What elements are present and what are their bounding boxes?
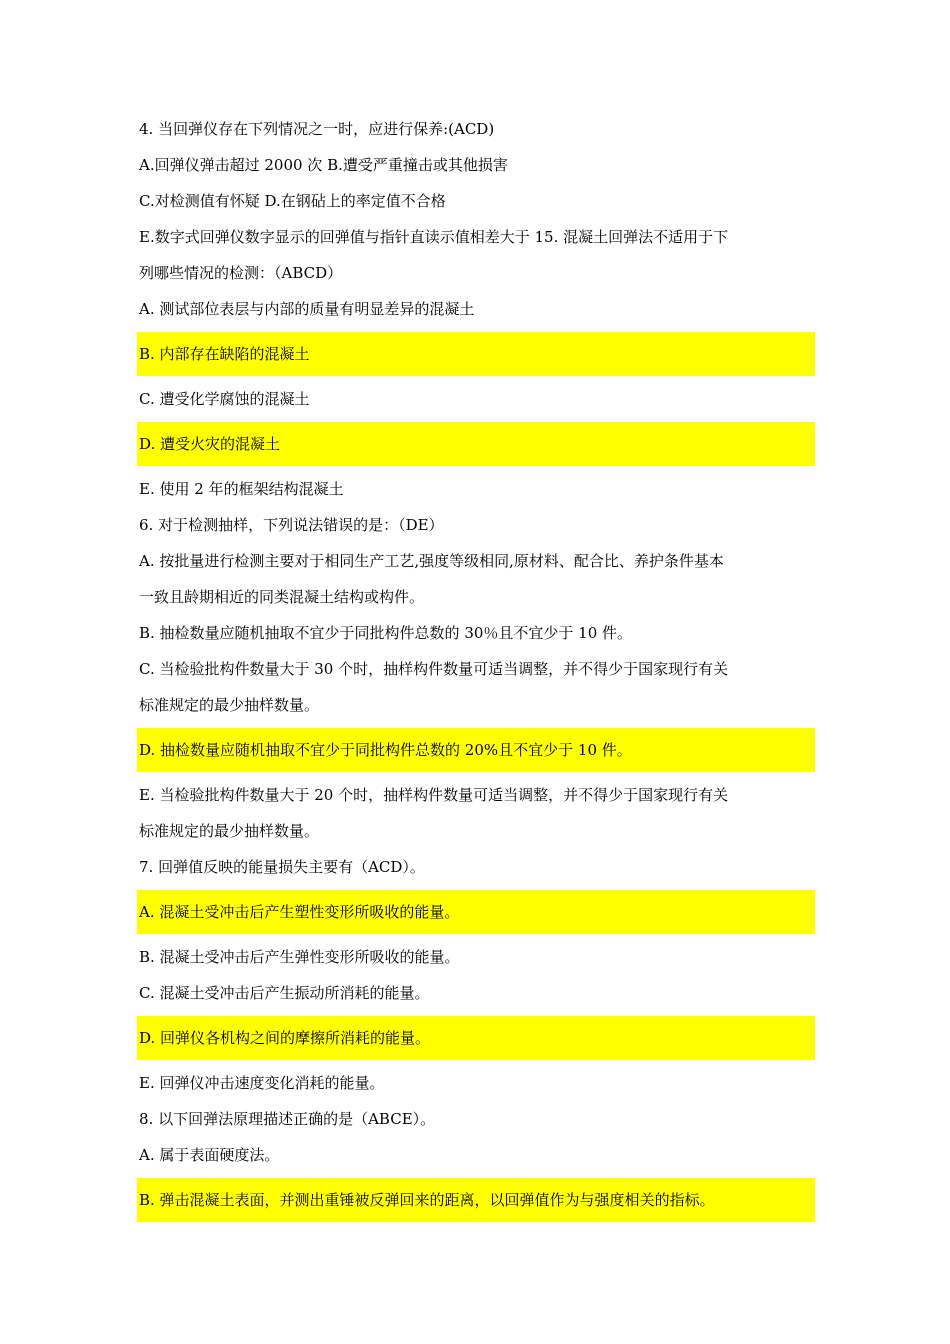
question-7-option-c: C. 混凝土受冲击后产生振动所消耗的能量。 xyxy=(139,984,430,1002)
question-4-options-ab: A.回弹仪弹击超过 2000 次 B.遭受严重撞击或其他损害 xyxy=(139,156,508,174)
question-5-option-e: E. 使用 2 年的框架结构混凝土 xyxy=(139,480,344,498)
question-4: 4. 当回弹仪存在下列情况之一时，应进行保养:(ACD) xyxy=(139,120,495,138)
question-5-option-a: A. 测试部位表层与内部的质量有明显差异的混凝土 xyxy=(139,300,475,318)
question-5-option-b-highlighted: B. 内部存在缺陷的混凝土 xyxy=(137,332,815,376)
question-8-option-b-highlighted: B. 弹击混凝土表面，并测出重锤被反弹回来的距离，以回弹值作为与强度相关的指标。 xyxy=(137,1178,815,1222)
question-5-continued: 列哪些情况的检测：（ABCD） xyxy=(139,264,343,282)
question-6-option-c: C. 当检验批构件数量大于 30 个时，抽样构件数量可适当调整，并不得少于国家现行有关 xyxy=(139,660,729,678)
question-7-option-d-highlighted: D. 回弹仪各机构之间的摩擦所消耗的能量。 xyxy=(137,1016,815,1060)
question-6-option-a: A. 按批量进行检测主要对于相同生产工艺,强度等级相同,原材料、配合比、养护条件基本 xyxy=(139,552,724,570)
question-8-option-a: A. 属于表面硬度法。 xyxy=(139,1146,280,1164)
question-5-option-d-highlighted: D. 遭受火灾的混凝土 xyxy=(137,422,815,466)
question-6-option-e: E. 当检验批构件数量大于 20 个时，抽样构件数量可适当调整，并不得少于国家现行有关 xyxy=(139,786,729,804)
question-6-option-a-continued: 一致且龄期相近的同类混凝土结构或构件。 xyxy=(139,588,425,606)
question-7: 7. 回弹值反映的能量损失主要有（ACD）。 xyxy=(139,858,425,876)
question-7-option-b: B. 混凝土受冲击后产生弹性变形所吸收的能量。 xyxy=(139,948,460,966)
question-7-option-e: E. 回弹仪冲击速度变化消耗的能量。 xyxy=(139,1074,385,1092)
question-6-option-e-continued: 标准规定的最少抽样数量。 xyxy=(139,822,320,840)
question-4-options-cd: C.对检测值有怀疑 D.在钢砧上的率定值不合格 xyxy=(139,192,446,210)
question-4-option-e-and-question-5: E.数字式回弹仪数字显示的回弹值与指针直读示值相差大于 15. 混凝土回弹法不适用于下 xyxy=(139,228,729,246)
question-6-option-b: B. 抽检数量应随机抽取不宜少于同批构件总数的 30％且不宜少于 10 件。 xyxy=(139,624,633,642)
question-6-option-c-continued: 标准规定的最少抽样数量。 xyxy=(139,696,320,714)
document-body xyxy=(137,116,817,1222)
question-6: 6. 对于检测抽样，下列说法错误的是：（DE） xyxy=(139,516,444,534)
question-7-option-a-highlighted: A. 混凝土受冲击后产生塑性变形所吸收的能量。 xyxy=(137,890,815,934)
question-5-option-c: C. 遭受化学腐蚀的混凝土 xyxy=(139,390,310,408)
question-8: 8. 以下回弹法原理描述正确的是（ABCE）。 xyxy=(139,1110,436,1128)
question-6-option-d-highlighted: D. 抽检数量应随机抽取不宜少于同批构件总数的 20%且不宜少于 10 件。 xyxy=(137,728,815,772)
